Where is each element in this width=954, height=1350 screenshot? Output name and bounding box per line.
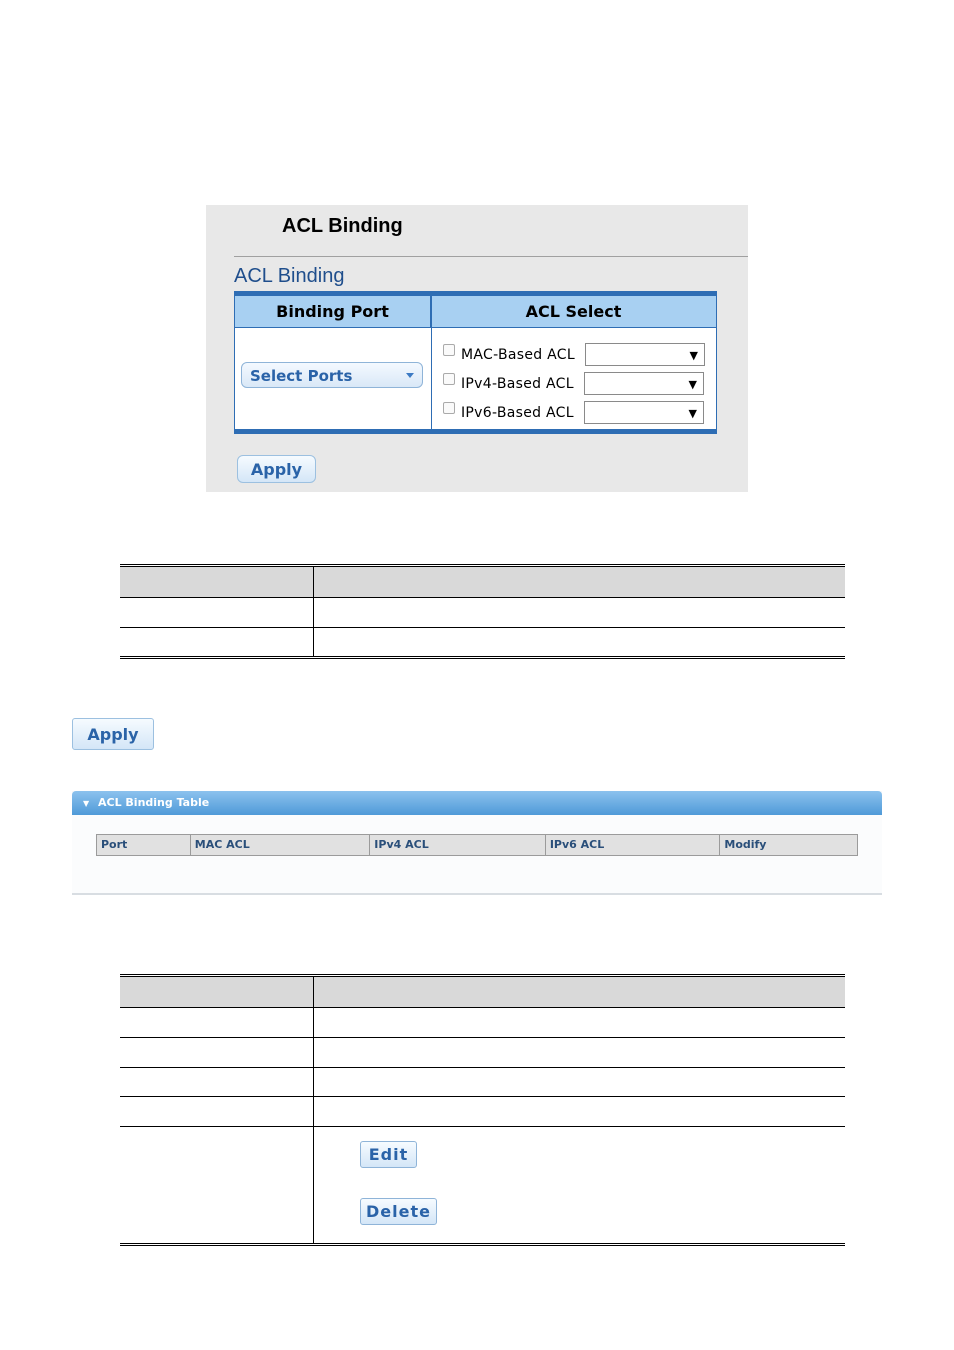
col-modify: Modify bbox=[724, 838, 767, 851]
col-port: Port bbox=[97, 835, 191, 855]
ipv6-acl-row bbox=[443, 402, 581, 424]
mac-acl-checkbox[interactable] bbox=[443, 344, 455, 356]
mac-acl-label: MAC-Based ACL bbox=[461, 347, 575, 363]
table-bottom-border bbox=[120, 1243, 845, 1246]
chevron-down-icon bbox=[406, 373, 414, 378]
mac-acl-row bbox=[443, 344, 581, 366]
acl-binding-form-table bbox=[234, 291, 717, 434]
ipv6-acl-select[interactable] bbox=[584, 401, 704, 424]
apply-button-large[interactable]: Apply bbox=[72, 718, 154, 750]
apply-button[interactable]: Apply bbox=[237, 455, 316, 483]
column-divider bbox=[313, 567, 314, 657]
ipv6-acl-label: IPv6-Based ACL bbox=[461, 405, 574, 421]
table-row bbox=[120, 598, 845, 628]
col-mac-acl: MAC ACL bbox=[191, 835, 371, 855]
table-header-row bbox=[120, 977, 845, 1008]
widget-header[interactable] bbox=[72, 791, 882, 815]
col-ipv6-acl: IPv6 ACL bbox=[546, 835, 721, 855]
acl-binding-table-widget bbox=[72, 791, 882, 895]
table-bottom-border bbox=[120, 656, 845, 659]
widget-title: ACL Binding Table bbox=[98, 796, 210, 809]
edit-button[interactable]: Edit bbox=[360, 1141, 417, 1168]
select-ports-label: Select Ports bbox=[250, 367, 353, 385]
ipv6-acl-checkbox[interactable] bbox=[443, 402, 455, 414]
ipv4-acl-label: IPv4-Based ACL bbox=[461, 376, 574, 392]
dropdown-arrow-icon: ▼ bbox=[688, 378, 697, 391]
title-divider bbox=[234, 256, 748, 257]
table-row bbox=[120, 1008, 845, 1038]
column-divider bbox=[313, 977, 314, 1244]
ipv4-acl-checkbox[interactable] bbox=[443, 373, 455, 385]
acl-binding-panel bbox=[206, 205, 748, 492]
col-ipv4-acl: IPv4 ACL bbox=[370, 835, 546, 855]
table-row bbox=[120, 628, 845, 657]
delete-button[interactable]: Delete bbox=[360, 1198, 437, 1225]
ipv4-acl-select[interactable] bbox=[584, 372, 704, 395]
dropdown-arrow-icon: ▼ bbox=[688, 407, 697, 420]
page-title: ACL Binding bbox=[282, 215, 403, 237]
table-row bbox=[120, 1068, 845, 1097]
select-ports-dropdown[interactable] bbox=[241, 362, 423, 388]
table-row bbox=[120, 1097, 845, 1127]
acl-select-header: ACL Select bbox=[431, 296, 716, 328]
binding-port-header: Binding Port bbox=[235, 296, 431, 328]
table-row bbox=[120, 1127, 845, 1244]
table-header-row bbox=[120, 567, 845, 598]
collapse-triangle-icon[interactable]: ▼ bbox=[83, 799, 90, 808]
column-divider bbox=[431, 296, 432, 429]
ipv4-acl-row bbox=[443, 373, 581, 395]
binding-table-header bbox=[96, 834, 858, 856]
dropdown-arrow-icon: ▼ bbox=[689, 349, 698, 362]
mac-acl-select[interactable] bbox=[585, 343, 705, 366]
table-row bbox=[120, 1038, 845, 1068]
section-title: ACL Binding bbox=[234, 265, 345, 287]
